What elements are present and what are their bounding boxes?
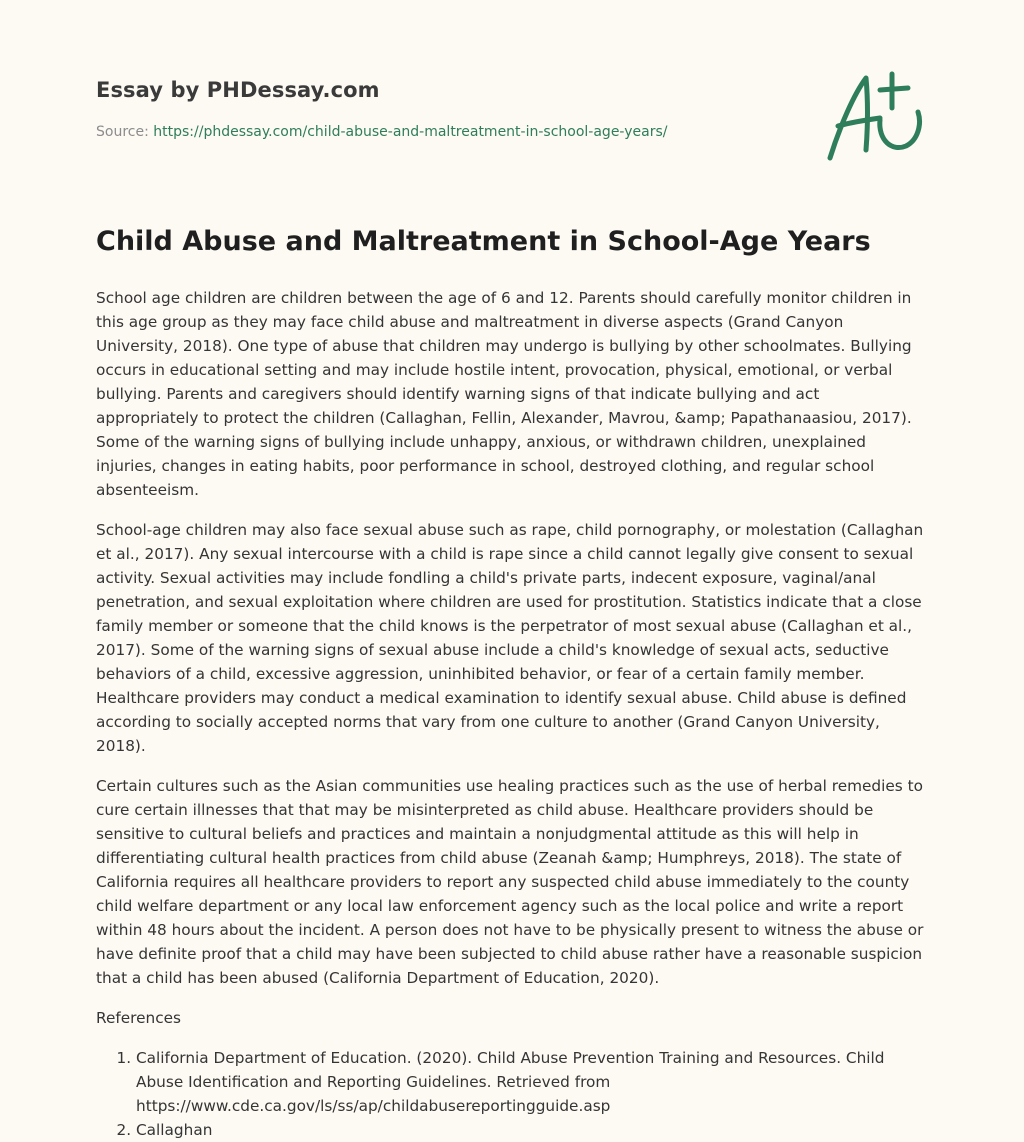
source-line xyxy=(96,124,667,140)
reference-item: 1. California Department of Education. (2020). Child Abuse Prevention Training and Resources. Child Abuse Identification and Reporting Guidelines. Retrieved from https://www.cde.ca.gov/ls/ss/ap/childabusereportingguide.asp xyxy=(136,1046,926,1118)
article-title: Child Abuse and Maltreatment in School-Age Years xyxy=(96,226,871,257)
paragraph: School-age children may also face sexual abuse such as rape, child pornography, or molestation (Callaghan et al., 2017). Any sexual intercourse with a child is rape since a child cannot legally give consent to sexual activity. Sexual activities may include fondling a child's private parts, indecent exposure, vaginal/anal penetration, and sexual exploitation where children are used for prostitution. Statistics indicate that a close family member or someone that the child knows is the perpetrator of most sexual abuse (Callaghan et al., 2017). Some of the warning signs of sexual abuse include a child's knowledge of sexual acts, seductive behaviors of a child, excessive aggression, uninhibited behavior, or fear of a certain family member. Healthcare providers may conduct a medical examination to identify sexual abuse. Child abuse is defined according to socially accepted norms that vary from one culture to another (Grand Canyon University, 2018). xyxy=(96,521,924,755)
reference-item: 2. Callaghan xyxy=(136,1118,926,1142)
article-body xyxy=(96,286,926,1142)
a-plus-logo-icon xyxy=(822,66,932,166)
references-heading: References xyxy=(96,1009,181,1027)
paragraph: School age children are children between the age of 6 and 12. Parents should carefully monitor children in this age group as they may face child abuse and maltreatment in diverse aspects (Grand Canyon University, 2018). One type of abuse that children may undergo is bullying by other schoolmates. Bullying occurs in educational setting and may include hostile intent, provocation, physical, emotional, or verbal bullying. Parents and caregivers should identify warning signs of that indicate bullying and act appropriately to protect the children (Callaghan, Fellin, Alexander, Mavrou, &amp; Papathanaasiou, 2017). Some of the warning signs of bullying include unhappy, anxious, or withdrawn children, unexplained injuries, changes in eating habits, poor performance in school, destroyed clothing, and regular school absenteeism. xyxy=(96,289,912,499)
source-link[interactable]: https://phdessay.com/child-abuse-and-maltreatment-in-school-age-years/ xyxy=(153,124,668,140)
site-brand: Essay by PHDessay.com xyxy=(96,78,380,102)
paragraph: Certain cultures such as the Asian communities use healing practices such as the use of herbal remedies to cure certain illnesses that that may be misinterpreted as child abuse. Healthcare providers should be sensitive to cultural beliefs and practices and maintain a nonjudgmental attitude as this will help in differentiating cultural health practices from child abuse (Zeanah &amp; Humphreys, 2018). The state of California requires all healthcare providers to report any suspected child abuse immediately to the county child welfare department or any local law enforcement agency such as the local police and write a report within 48 hours about the incident. A person does not have to be physically present to witness the abuse or have definite proof that a child may have been subjected to child abuse rather have a reasonable suspicion that a child has been abused (California Department of Education, 2020). xyxy=(96,777,924,987)
source-label: Source: xyxy=(96,124,154,140)
references-list xyxy=(96,1046,926,1142)
